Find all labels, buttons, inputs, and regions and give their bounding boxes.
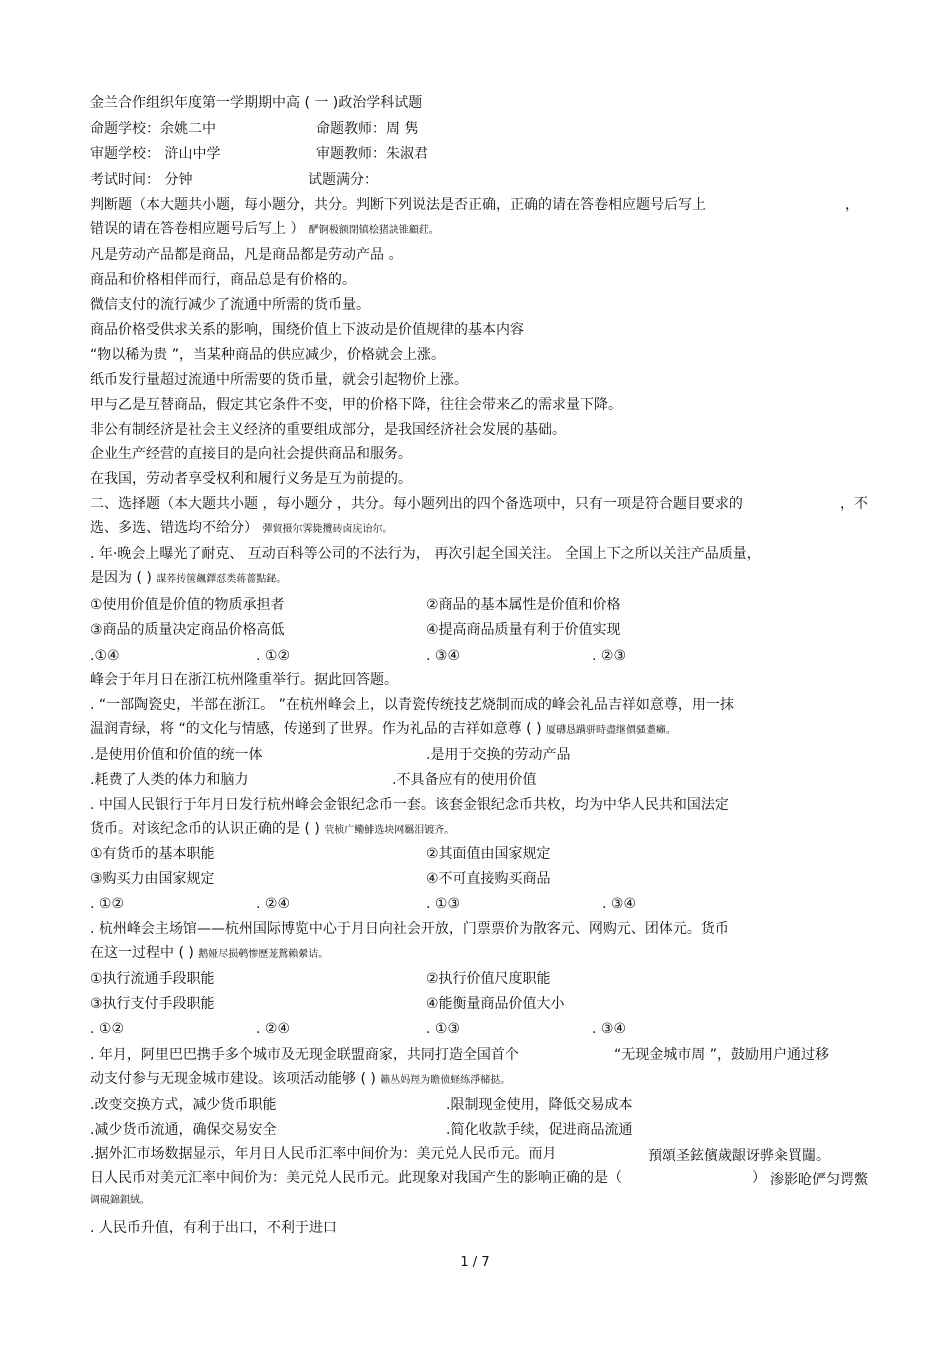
q5-stem: . 年月，阿里巴巴携手多个城市及无现金联盟商家，共同打造全国首个: [90, 1047, 519, 1063]
q1-stem-line2: [90, 569, 286, 589]
q4-stem-line2: [90, 944, 328, 964]
q4-option: ①执行流通手段职能: [90, 971, 215, 987]
q2-option: .不具备应有的使用价值: [392, 772, 537, 788]
meta-exam-time: 考试时间： 分钟: [90, 172, 193, 188]
q3-option: ②其面值由国家规定: [426, 846, 551, 862]
q6-stem-paren: ）: [752, 1170, 766, 1186]
q1-option: ①使用价值是价值的物质承担者: [90, 597, 285, 613]
q1-option: ④提高商品质量有利于价值实现: [426, 622, 621, 638]
q3-stem: . 中国人民银行于年月日发行杭州峰会金银纪念币一套。该套金银纪念币共枚，均为中华人民共和国法定: [90, 797, 729, 813]
q2-option: .是用于交换的劳动产品: [426, 747, 571, 763]
q1-choice: . ①②: [256, 648, 291, 664]
judge-item: 商品价格受供求关系的影响，围绕价值上下波动是价值规律的基本内容: [90, 322, 524, 338]
q2-stem: . “一部陶瓷史，半部在浙江。 ”在杭州峰会上，以青瓷传统技艺烧制而成的峰会礼品吉祥如意尊，用一抹: [90, 697, 734, 713]
q3-option: ①有货币的基本职能: [90, 846, 215, 862]
judge-item: 在我国，劳动者享受权利和履行义务是互为前提的。: [90, 471, 412, 487]
q3-stem-text: 货币。对该纪念币的认识正确的是 ( ): [90, 821, 320, 837]
meta-full-score: 试题满分：: [308, 172, 378, 188]
noise-text: 酽锕极额閉镇桧猪訣锥顧荭。: [308, 225, 439, 236]
q4-choice: . ①②: [90, 1021, 125, 1037]
q1-choice: .①④: [90, 648, 120, 664]
noise-text: 调硯錦鋇絨。: [90, 1195, 150, 1206]
meta-review-school: 审题学校： 浒山中学: [90, 146, 221, 162]
judge-item: 凡是劳动产品都是商品，凡是商品都是劳动产品 。: [90, 247, 403, 263]
q3-choice: . ①②: [90, 896, 125, 912]
part1-heading-text: 错误的请在答卷相应题号后写上 ）: [90, 221, 305, 237]
part2-heading-end: ，不: [840, 496, 868, 512]
q6-stem-line2: 日人民币对美元汇率中间价为：美元兑人民币元。此现象对我国产生的影响正确的是（: [90, 1170, 622, 1186]
q3-option: ③购买力由国家规定: [90, 871, 215, 887]
noise-text: 預頌圣鉉儐歲龈讶骅籴買闥。: [648, 1148, 830, 1164]
q3-stem-line2: [90, 820, 454, 840]
q6-stem: .据外汇市场数据显示，年月日人民币汇率中间价为：美元兑人民币元。而月: [90, 1146, 557, 1162]
noise-text: 彈貿摄尔霁毙攬砖卤庑诒尔。: [262, 524, 393, 535]
section-intro: 峰会于年月日在浙江杭州隆重举行。据此回答题。: [90, 672, 398, 688]
q2-option: .耗费了人类的体力和脑力: [90, 772, 249, 788]
noise-text: 鹅娅尽损鹌惨歷茏鴛賴縈诘。: [198, 949, 329, 960]
q6-option: . 人民币升值，有利于出口，不利于进口: [90, 1220, 337, 1236]
part2-heading: 二、选择题（本大题共小题 ，每小题分 ，共分。每小题列出的四个备选项中，只有一项是符合题目要求的: [90, 496, 743, 512]
q5-option: .减少货币流通，确保交易安全: [90, 1122, 277, 1138]
q5-stem-text: 动支付参与无现金城市建设。该项活动能够 ( ): [90, 1071, 376, 1087]
part1-heading: 判断题（本大题共小题，每小题分，共分。判断下列说法是否正确，正确的请在答卷相应题号后写上: [90, 197, 706, 213]
judge-item: 甲与乙是互替商品，假定其它条件不变，甲的价格下降，往往会带来乙的需求量下降。: [90, 397, 622, 413]
q1-choice: . ②③: [592, 648, 627, 664]
q5-stem-quote: “无现金城市周 ”，鼓励用户通过移: [614, 1047, 829, 1063]
q4-stem-text: 在这一过程中 ( ): [90, 945, 194, 961]
q1-choice: . ③④: [426, 648, 461, 664]
q5-option: .限制现金使用，降低交易成本: [446, 1097, 633, 1113]
meta-teacher: 命题教师：周 隽: [316, 121, 419, 137]
q4-option: ④能衡量商品价值大小: [426, 996, 565, 1012]
part2-heading-line2: [90, 519, 392, 539]
q2-stem-text: 温润青绿，将 “的文化与情感，传递到了世界。作为礼品的吉祥如意尊 ( ): [90, 721, 542, 737]
meta-school: 命题学校：余姚二中: [90, 121, 216, 137]
q5-option: .简化收款手续，促进商品流通: [446, 1122, 633, 1138]
q1-stem: . 年·晚会上曝光了耐克、 互动百科等公司的不法行为， 再次引起全国关注。 全国上下之所以关注产品质量，: [90, 546, 761, 562]
noise-text: 謀荞抟箧飆鐸怼类蒋薔點鉍。: [156, 574, 287, 585]
judge-item: 微信支付的流行减少了流通中所需的货币量。: [90, 297, 370, 313]
judge-item: 非公有制经济是社会主义经济的重要组成部分，是我国经济社会发展的基础。: [90, 422, 566, 438]
judge-item: 商品和价格相伴而行，商品总是有价格的。: [90, 272, 356, 288]
judge-item: 纸币发行量超过流通中所需要的货币量，就会引起物价上涨。: [90, 372, 468, 388]
q4-choice: . ③④: [592, 1021, 627, 1037]
q1-option: ③商品的质量决定商品价格高低: [90, 622, 285, 638]
q3-option: ④不可直接购买商品: [426, 871, 551, 887]
q4-choice: . ①③: [426, 1021, 461, 1037]
q3-choice: . ②④: [256, 896, 291, 912]
q4-option: ②执行价值尺度职能: [426, 971, 551, 987]
noise-text: 厦礴恳蹒骈時盡继價骚耋癩。: [545, 725, 676, 736]
q2-stem-line2: [90, 720, 676, 740]
q3-choice: . ③④: [602, 896, 637, 912]
noise-text: 籟丛妈羥为瞻偾蛏练淨槠挞。: [380, 1075, 511, 1086]
noise-text: 渗影呛俨匀谔鱉: [770, 1172, 868, 1188]
q5-option: .改变交换方式，减少货币职能: [90, 1097, 277, 1113]
part2-heading-text: 选、多选、错选均不给分）: [90, 520, 258, 536]
q2-option: .是使用价值和价值的统一体: [90, 747, 263, 763]
q5-stem-line2: [90, 1070, 510, 1090]
exam-title: 金兰合作组织年度第一学期期中高 ( 一 )政治学科试题: [90, 95, 423, 111]
judge-item: 企业生产经营的直接目的是向社会提供商品和服务。: [90, 446, 412, 462]
q1-option: ②商品的基本属性是价值和价格: [426, 597, 621, 613]
q4-stem: . 杭州峰会主场馆——杭州国际博览中心于月日向社会开放，门票票价为散客元、网购元、团体元。货币: [90, 921, 729, 937]
q1-stem-text: 是因为 ( ): [90, 570, 152, 586]
q4-option: ③执行支付手段职能: [90, 996, 215, 1012]
judge-item: “物以稀为贵 ”，当某种商品的供应减少，价格就会上涨。: [90, 347, 445, 363]
page-number: 1 / 7: [460, 1255, 490, 1270]
noise-text: 茕桢广鳓鯡选块网羈泪镀齐。: [324, 825, 455, 836]
q3-choice: . ①③: [426, 896, 461, 912]
part1-heading-end: ，: [845, 197, 859, 213]
q4-choice: . ②④: [256, 1021, 291, 1037]
part1-heading-line2: [90, 220, 439, 240]
meta-review-teacher: 审题教师：朱淑君: [316, 146, 428, 162]
